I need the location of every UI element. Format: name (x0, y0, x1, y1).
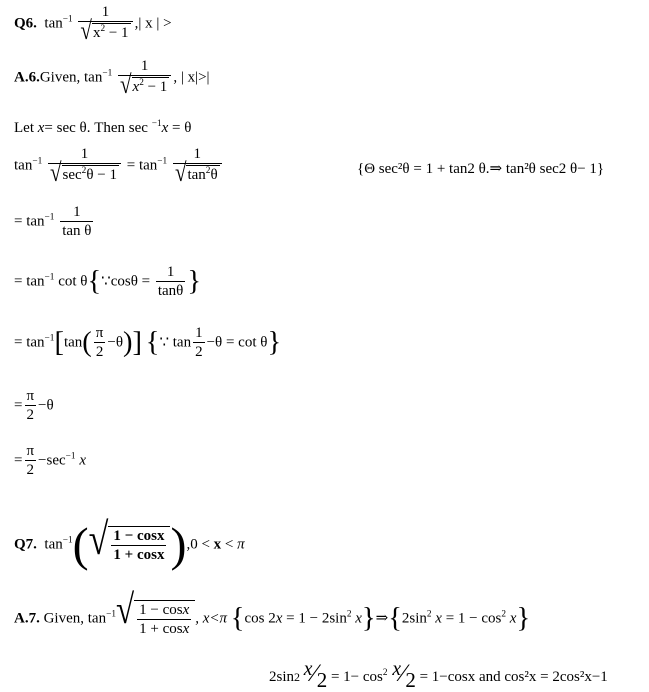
a6-rad-x: x (132, 79, 140, 96)
step5-pre: = (14, 397, 23, 414)
q6-exp: −1 (62, 14, 73, 25)
let-line (14, 121, 191, 136)
last-a2: 2 (294, 670, 301, 684)
q7-label: Q7. (14, 536, 37, 553)
a7-num-a: 1 − cos (139, 602, 183, 618)
a6-radical (119, 69, 169, 100)
step1-note: {Θ sec²θ = 1 + tan2 θ.⇒ tan²θ sec2 θ− 1} (357, 161, 605, 177)
step1-rad-b: θ − 1 (86, 167, 117, 184)
radical-sign-icon: √ (174, 157, 187, 188)
left-paren-icon: ( (82, 326, 92, 358)
step4-exp: −1 (44, 333, 55, 344)
step1-exp2: −1 (157, 156, 168, 167)
q6-fraction (78, 4, 132, 44)
step2-exp: −1 (44, 212, 55, 223)
q7-cond-post: < (221, 536, 238, 553)
right-bracket-icon: ] (132, 326, 143, 358)
a7-set1-a: cos 2 (244, 610, 276, 627)
q7-exp: −1 (62, 535, 73, 546)
q6-label: Q6. (14, 15, 37, 32)
a6-rad-rest: − 1 (143, 79, 168, 96)
last-d1: 2 (316, 668, 328, 692)
q7-cond-pi: π (237, 536, 245, 553)
a7-label: A.7. (14, 610, 40, 627)
step4-numerator2: 1 (195, 325, 203, 341)
step2-pre: = tan (14, 213, 45, 230)
q6-rad-x: x (92, 25, 101, 42)
radical-sign-icon: √ (115, 587, 135, 633)
step3-denominator: tanθ (157, 283, 184, 300)
a7-set1-x2: x (351, 610, 362, 627)
a7-set2-b: = 1 − cos (441, 610, 502, 627)
let-post: = θ (168, 120, 192, 136)
step1-fraction (48, 146, 121, 186)
step1-rad2-exp: 2 (205, 166, 211, 177)
step1-numerator: 1 (80, 146, 89, 162)
step1-radical (49, 157, 119, 188)
q7-fraction (111, 528, 166, 565)
last-x1: x (303, 659, 313, 680)
q6-line (14, 4, 172, 44)
a6-label: A.6. (14, 69, 40, 86)
a7-set2-exp2: 2 (501, 609, 507, 620)
step4-tan: tan (63, 334, 83, 351)
let-exp: −1 (151, 119, 162, 129)
a6-rad-exp: 2 (139, 78, 144, 89)
a7-set2-exp: 2 (426, 609, 432, 620)
a7-set2-x: x (431, 610, 442, 627)
step4-numerator: π (95, 325, 104, 341)
q7-tan: tan (44, 536, 63, 553)
right-brace-icon: } (187, 265, 202, 297)
step4-denominator: 2 (95, 344, 104, 361)
step1-tan: tan (14, 157, 33, 174)
right-brace-icon: } (516, 602, 531, 634)
q6-comma: , (134, 15, 139, 32)
step3-pre: = tan (14, 273, 45, 290)
step6-pre: = (14, 452, 23, 469)
a7-cond: , x<π (195, 610, 228, 627)
slash-icon: ⁄ (312, 658, 317, 687)
step3-numerator: 1 (166, 264, 175, 280)
right-brace-icon: } (361, 602, 376, 634)
step3-because: ∵cosθ = (101, 273, 151, 290)
step4-line (14, 325, 281, 362)
step4-minus: −θ (107, 334, 124, 351)
step1-eq: = tan (122, 157, 158, 174)
let-pre: Let (14, 120, 38, 136)
a7-num-x: x (182, 602, 190, 618)
a7-exp: −1 (106, 609, 116, 620)
step3-exp: −1 (44, 272, 55, 283)
radical-sign-icon: √ (88, 513, 109, 564)
step4-denominator2: 2 (195, 344, 203, 361)
step1-denominator2 (173, 157, 222, 188)
step4-pre: = tan (14, 334, 45, 351)
left-brace-icon: { (87, 265, 102, 297)
right-paren-icon: ) (123, 326, 133, 358)
q6-rad-exp: 2 (100, 24, 106, 35)
left-brace-icon: { (145, 326, 160, 358)
let-mid: = sec θ. Then sec (44, 120, 152, 136)
q7-cond-x: x (213, 536, 222, 553)
a6-given: Given, tan (39, 69, 103, 86)
step1-rad-a: sec (62, 167, 82, 184)
q6-numerator: 1 (101, 4, 110, 20)
q6-gt: > (159, 15, 172, 32)
q6-tan: tan (44, 15, 63, 32)
a7-den-x: x (182, 621, 190, 638)
implies-arrow-icon: ⇒ (375, 610, 389, 627)
left-brace-icon: { (230, 602, 245, 634)
let-x1: x (37, 120, 45, 136)
step5-denominator: 2 (26, 407, 34, 424)
step1-exp: −1 (32, 156, 43, 167)
q7-line (14, 513, 245, 572)
q6-rad-rest: − 1 (105, 25, 129, 42)
step6-numerator: π (26, 443, 35, 459)
a6-exp: −1 (102, 68, 113, 79)
a6-fraction (118, 58, 171, 98)
slash-icon: ⁄ (401, 658, 406, 687)
last-a: 2sin (269, 669, 295, 685)
step2-numerator: 1 (73, 204, 81, 220)
a7-radical (115, 587, 195, 639)
a6-line (14, 58, 210, 98)
left-brace-icon: { (388, 602, 402, 634)
a7-fraction (137, 602, 191, 639)
step3-fraction (156, 264, 186, 301)
radical-sign-icon: √ (80, 15, 92, 46)
step1-line (14, 146, 224, 186)
q7-cond-pre: ,0 < (186, 536, 214, 553)
a7-line (14, 587, 531, 639)
step5-post: −θ (38, 397, 54, 414)
left-bracket-icon: [ (54, 326, 64, 358)
right-brace-icon: } (267, 326, 282, 358)
step1-rad-exp: 2 (81, 166, 87, 177)
step5-numerator: π (26, 388, 35, 404)
last-line (269, 658, 608, 692)
a7-set2-a: 2sin (401, 610, 427, 627)
radical-sign-icon: √ (119, 69, 132, 100)
step4-because: ∵ tan (159, 334, 192, 351)
step2-line (14, 204, 95, 241)
step6-exp: −1 (65, 451, 76, 462)
step6-denominator: 2 (26, 462, 34, 479)
step5-fraction (24, 388, 36, 425)
q7-numerator: 1 − cosx (113, 528, 165, 544)
step1-fraction2 (173, 146, 222, 186)
q6-radical (80, 15, 130, 46)
a7-set2-x2: x (506, 610, 517, 627)
last-x2: x (387, 659, 402, 680)
step5-line (14, 388, 54, 425)
last-d2: 2 (405, 668, 416, 692)
let-x2: x (161, 120, 169, 136)
a6-numerator: 1 (140, 58, 149, 74)
step4-post: −θ = cot θ (206, 334, 268, 351)
q6-abs-x: | x | (138, 15, 160, 32)
step1-numerator2: 1 (193, 146, 202, 162)
last-mid: = 1− cos (327, 669, 383, 685)
q7-denominator: 1 + cosx (113, 547, 165, 564)
step6-x: x (75, 452, 86, 469)
step6-post: −sec (38, 452, 66, 469)
step3-mid: cot θ (54, 273, 88, 290)
a7-set1-b: = 1 − 2sin (282, 610, 347, 627)
step2-fraction (60, 204, 93, 241)
left-paren-icon: ( (72, 518, 89, 572)
step4-fraction2 (193, 325, 205, 362)
step6-fraction (24, 443, 36, 480)
a7-set1-x: x (275, 610, 283, 627)
a6-denominator (118, 69, 171, 100)
last-exp: 2 (382, 668, 388, 678)
a7-den-a: 1 + cos (139, 621, 183, 638)
q7-radical (88, 513, 171, 565)
radical-sign-icon: √ (49, 157, 62, 188)
a6-condition: , | x|>| (173, 69, 210, 86)
a7-given: Given, tan (39, 610, 107, 627)
step1-rad2-a: tan (187, 167, 206, 184)
q6-denominator (78, 15, 132, 46)
step4-fraction (94, 325, 106, 362)
step1-radical2 (174, 157, 220, 188)
a7-set1-exp: 2 (346, 609, 352, 620)
last-tail: = 1−cosx and cos²x = 2cos²x−1 (415, 669, 608, 685)
right-paren-icon: ) (170, 518, 187, 572)
step6-line (14, 443, 86, 480)
step1-denominator (48, 157, 121, 188)
step1-rad2-b: θ (210, 167, 218, 184)
step2-denominator: tan θ (62, 223, 92, 240)
step3-line (14, 264, 201, 301)
